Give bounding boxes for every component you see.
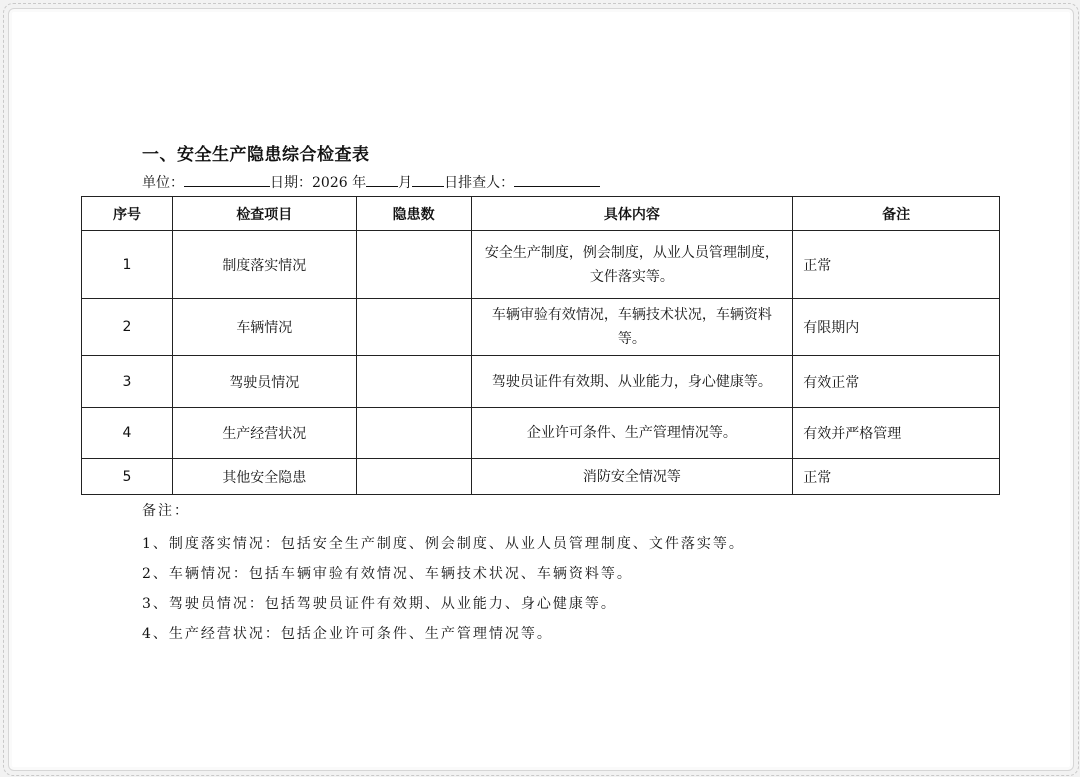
note-line-1: 1、制度落实情况：包括安全生产制度、例会制度、从业人员管理制度、文件落实等。: [142, 536, 745, 552]
day-blank: [412, 173, 444, 187]
note-line-2: 2、车辆情况：包括车辆审验有效情况、车辆技术状况、车辆资料等。: [142, 566, 633, 582]
cell-item: 制度落实情况: [172, 231, 356, 299]
cell-item: 其他安全隐患: [172, 459, 356, 495]
cell-count: [356, 231, 471, 299]
header-no: 序号: [82, 197, 173, 231]
cell-content: 安全生产制度，例会制度，从业人员管理制度，文件落实等。: [471, 231, 793, 299]
meta-line: [142, 172, 600, 192]
cell-content: 驾驶员证件有效期、从业能力，身心健康等。: [471, 356, 793, 408]
cell-remark: 正常: [793, 459, 1000, 495]
unit-label: 单位：: [142, 175, 184, 191]
table-row: [82, 299, 1000, 356]
table-row: [82, 408, 1000, 459]
cell-count: [356, 408, 471, 459]
day-inspector-label: 日排查人：: [444, 175, 515, 191]
cell-count: [356, 299, 471, 356]
table-header-row: [82, 197, 1000, 231]
cell-remark: 有效正常: [793, 356, 1000, 408]
document-title: 一、安全生产隐患综合检查表: [142, 145, 370, 165]
cell-no: 2: [82, 299, 173, 356]
cell-no: 1: [82, 231, 173, 299]
unit-blank: [184, 173, 270, 187]
cell-remark: 有效并严格管理: [793, 408, 1000, 459]
table-row: [82, 459, 1000, 495]
header-count: 隐患数: [356, 197, 471, 231]
cell-content: 消防安全情况等: [471, 459, 793, 495]
cell-no: 4: [82, 408, 173, 459]
cell-remark: 正常: [793, 231, 1000, 299]
month-blank: [366, 173, 398, 187]
inspector-blank: [514, 173, 600, 187]
table-row: [82, 231, 1000, 299]
cell-item: 驾驶员情况: [172, 356, 356, 408]
cell-content: 车辆审验有效情况，车辆技术状况，车辆资料等。: [471, 299, 793, 356]
note-line-3: 3、驾驶员情况：包括驾驶员证件有效期、从业能力、身心健康等。: [142, 596, 617, 612]
notes-section: [142, 500, 745, 649]
note-line-4: 4、生产经营状况：包括企业许可条件、生产管理情况等。: [142, 626, 553, 642]
table-row: [82, 356, 1000, 408]
cell-count: [356, 356, 471, 408]
cell-no: 5: [82, 459, 173, 495]
cell-remark: 有限期内: [793, 299, 1000, 356]
header-content: 具体内容: [471, 197, 793, 231]
notes-heading: 备注：: [142, 503, 190, 519]
cell-no: 3: [82, 356, 173, 408]
cell-count: [356, 459, 471, 495]
header-item: 检查项目: [172, 197, 356, 231]
cell-item: 车辆情况: [172, 299, 356, 356]
date-label: 日期：2026 年: [270, 175, 367, 191]
inspection-table: [81, 196, 1000, 495]
cell-item: 生产经营状况: [172, 408, 356, 459]
header-remark: 备注: [793, 197, 1000, 231]
cell-content: 企业许可条件、生产管理情况等。: [471, 408, 793, 459]
month-label: 月: [398, 175, 413, 191]
